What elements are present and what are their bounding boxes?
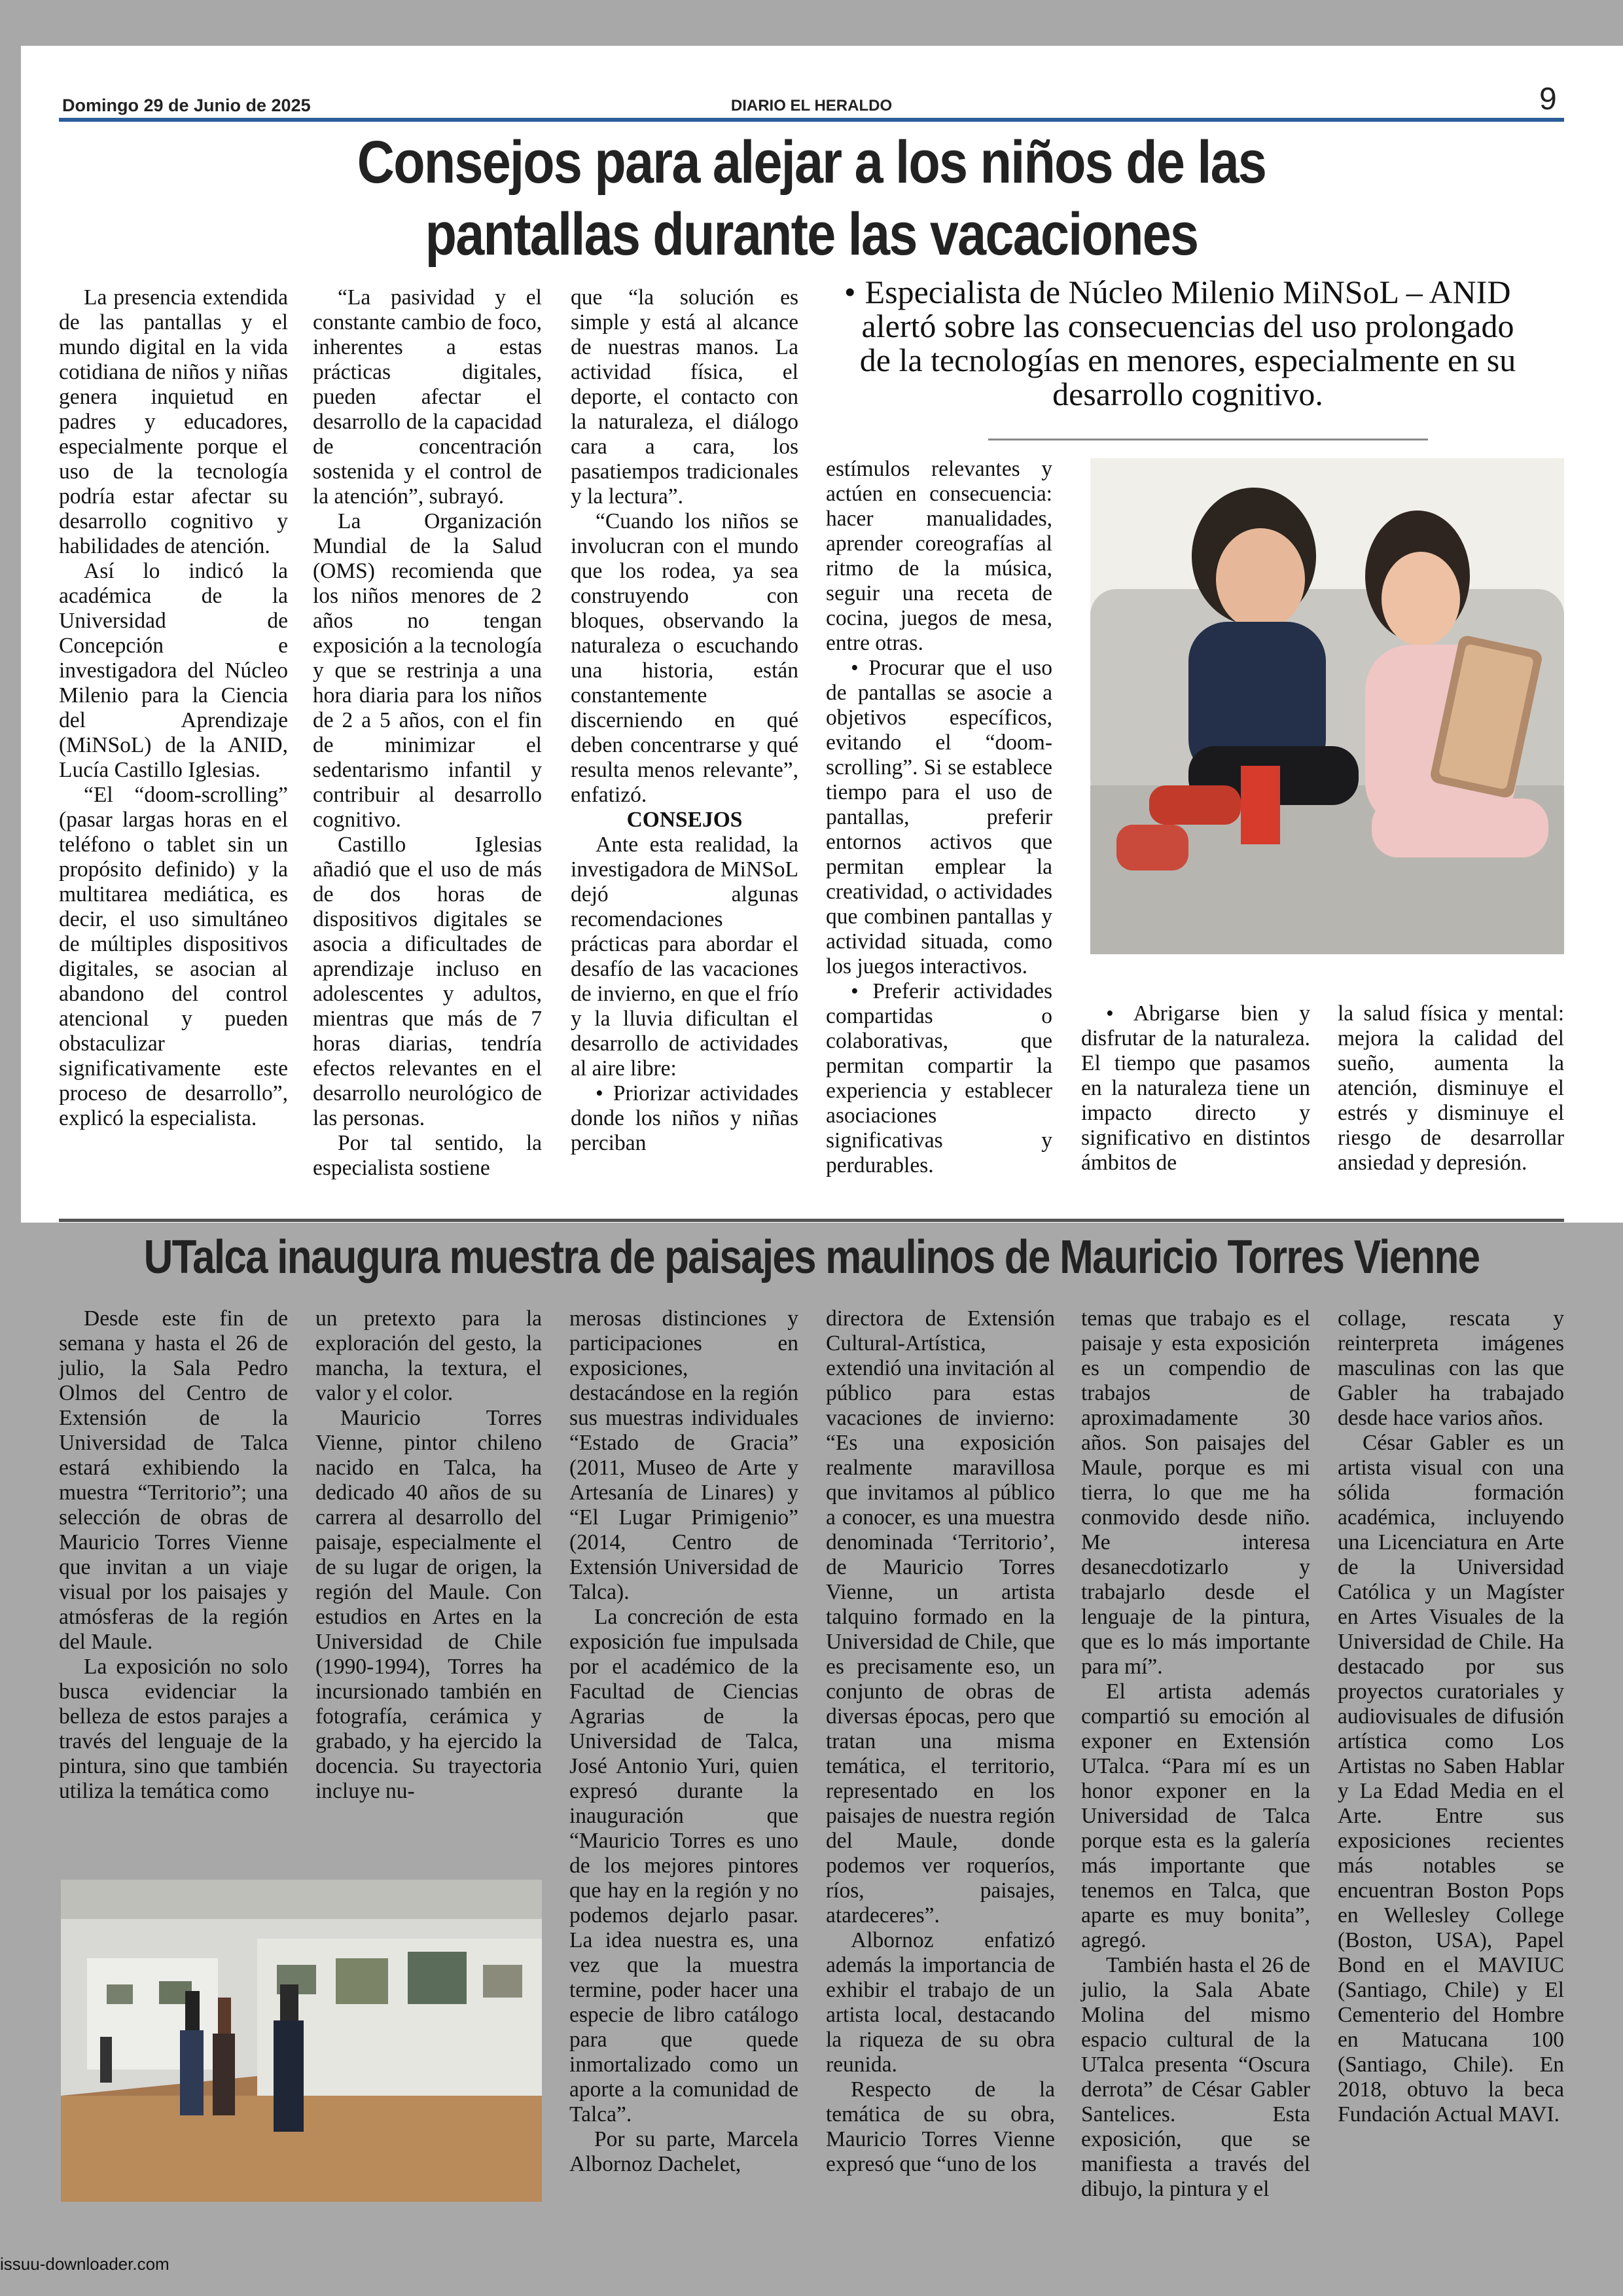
photo-gallery-exhibition bbox=[61, 1880, 542, 2202]
article2-col5 bbox=[1081, 1306, 1310, 2202]
article1-col6 bbox=[1338, 1001, 1564, 1175]
paragraph: Mauricio Torres Vienne, pintor chileno nacido en Talca, ha dedicado 40 años de su carrera al desarrollo del paisaje, especialmente el de su lugar de origen, la región del Maule. Con estudios en Artes en la Universidad de Chile (1990-1994), Torres ha incursionado también en fotografía, cerámica y grabado, y ha ejercido la docencia. Su trayectoria incluye nu- bbox=[315, 1406, 542, 1803]
paragraph: Respecto de la temática de su obra, Mauricio Torres Vienne expresó que “uno de los bbox=[826, 2077, 1055, 2176]
paragraph: “La pasividad y el constante cambio de foco, inherentes a estas prácticas digitales, pueden afectar el desarrollo de la capacidad de concentración sostenida y el control de la atención”, subrayó. bbox=[313, 285, 542, 509]
header-rule bbox=[59, 118, 1564, 122]
watermark-text: issuu-downloader.com bbox=[0, 2254, 169, 2274]
header-paper-name: DIARIO EL HERALDO bbox=[730, 97, 893, 115]
paragraph: merosas distinciones y participaciones en exposiciones, destacándose en la región sus muestras individuales “Estado de Gracia” (2011, Museo de Arte y Artesanía de Linares) y “El Lugar Primigenio” (2014, Centro de Extensión Universidad de Talca). bbox=[569, 1306, 798, 1604]
paragraph: César Gabler es un artista visual con una sólida formación académica, incluyendo una Licenciatura en Arte de la Universidad Católica y un Magíster en Artes Visuales de la Universidad de Chile. Ha destacado por sus proyectos curatoriales y audiovisuales de difusión artística como Los Artistas no Saben Hablar y La Edad Media en el Arte. Entre sus exposiciones recientes más notables se encuentran Boston Pops en Wellesley College (Boston, USA), Papel Bond en el MAVIUC (Santiago, Chile) y El Cementerio del Hombre en Matucana 100 (Santiago, Chile). En 2018, obtuvo la beca Fundación Actual MAVI. bbox=[1338, 1431, 1564, 2126]
page-number: 9 bbox=[1539, 82, 1557, 117]
paragraph: La Organización Mundial de la Salud (OMS) recomienda que los niños menores de 2 años no tengan exposición a la tecnología y que se restrinja a una hora diaria para los niños de 2 a 5 años, con el fin de minimizar el sedentarismo infantil y contribuir al desarrollo cognitivo. bbox=[313, 509, 542, 832]
paragraph: collage, rescata y reinterpreta imágenes masculinas con las que Gabler ha trabajado desde hace varios años. bbox=[1338, 1306, 1564, 1430]
paragraph: “Cuando los niños se involucran con el mundo que los rodea, ya sea construyendo con bloques, observando la naturaleza o escuchando una historia, están constantemente discerniendo en qué deben concentrarse y qué resulta menos relevante”, enfatizó. bbox=[571, 509, 798, 807]
paragraph: que “la solución es simple y está al alcance de nuestras manos. La actividad física, el deporte, el contacto con la naturaleza, el diálogo cara a cara, los pasatiempos tradicionales y la lectura”. bbox=[571, 285, 798, 509]
paragraph: la salud física y mental: mejora la calidad del sueño, aumenta la atención, disminuye el estrés y disminuye el riesgo de desarrollar ansiedad y depresión. bbox=[1338, 1001, 1564, 1175]
article1-col4 bbox=[826, 457, 1052, 1178]
article1-headline-line1: Consejos para alejar a los niños de las bbox=[357, 129, 1266, 196]
subtitle-text: Especialista de Núcleo Milenio MiNSoL – ANID alertó sobre las consecuencias del uso prolongado de la tecnologías en menores, especialmente en su desarrollo cognitivo. bbox=[859, 274, 1516, 412]
article2-col3 bbox=[569, 1306, 798, 2177]
header-date: Domingo 29 de Junio de 2025 bbox=[62, 96, 311, 115]
paragraph: Castillo Iglesias añadió que el uso de más de dos horas de dispositivos digitales se asocia a dificultades de aprendizaje incluso en adolescentes y adultos, mientras que más de 7 horas diarias, tendría efectos relevantes en el desarrollo neurológico de las personas. bbox=[313, 833, 542, 1130]
subtitle-bullet-icon: • bbox=[844, 274, 856, 310]
article1-col2 bbox=[313, 285, 542, 1181]
paragraph: “El “doom-scrolling” (pasar largas horas en el teléfono o tablet sin un propósito definido) y la multitarea mediática, es decir, el uso simultáneo de múltiples dispositivos digitales, se asocian al abandono del control atencional y pueden obstaculizar significativamente este proceso de desarrollo”, explicó la especialista. bbox=[59, 783, 288, 1130]
article2-col6 bbox=[1338, 1306, 1564, 2127]
paragraph: Ante esta realidad, la investigadora de MiNSoL dejó algunas recomendaciones prácticas para abordar el desafío de las vacaciones de invierno, en que el frío y la lluvia dificultan el desarrollo de actividades al aire libre: bbox=[571, 833, 798, 1081]
paragraph: directora de Extensión Cultural-Artística, extendió una invitación al público para estas vacaciones de invierno: “Es una exposición realmente maravillosa que invitamos al público a conocer, es una muestra denominada ‘Territorio’, de Mauricio Torres Vienne, un artista talquino formado en la Universidad de Chile, que es precisamente eso, un conjunto de obras de diversas épocas, pero que tratan una misma temática, el territorio, representado en los paisajes de nuestra región del Maule, donde podemos ver roqueríos, ríos, paisajes, atardeceres”. bbox=[826, 1306, 1055, 1928]
article2-col1 bbox=[59, 1306, 288, 1804]
paragraph: Albornoz enfatizó además la importancia de exhibir el trabajo de un artista local, destacando la riqueza de su obra reunida. bbox=[826, 1928, 1055, 2077]
paragraph: La concreción de esta exposición fue impulsada por el académico de la Facultad de Ciencias Agrarias de la Universidad de Talca, José Antonio Yuri, quien expresó durante la inauguración que “Mauricio Torres es uno de los mejores pintores que hay en la región y no podemos dejarlo pasar. La idea nuestra es, una vez que la muestra termine, poder hacer una especie de libro catálogo para que quede inmortalizado como un aporte a la comunidad de Talca”. bbox=[569, 1605, 798, 2126]
paragraph: • Abrigarse bien y disfrutar de la naturaleza. El tiempo que pasamos en la naturaleza tiene un impacto directo y significativo en distintos ámbitos de bbox=[1081, 1001, 1310, 1175]
consejos-heading: CONSEJOS bbox=[626, 808, 743, 832]
subtitle-rule bbox=[988, 439, 1428, 440]
paragraph: temas que trabajo es el paisaje y esta exposición es un compendio de trabajos de aproximadamente 30 años. Son paisajes del Maule, porque es mi tierra, lo que me ha conmovido desde niño. Me interesa desanecdotizarlo y trabajarlo desde el lenguaje de la pintura, que es lo más importante para mí”. bbox=[1081, 1306, 1310, 1679]
paragraph: Desde este fin de semana y hasta el 26 de julio, la Sala Pedro Olmos del Centro de Extensión de la Universidad de Talca estará exhibiendo la muestra “Territorio”; una selección de obras de Mauricio Torres Vienne que invitan a un viaje visual por los paisajes y atmósferas de la región del Maule. bbox=[59, 1306, 288, 1654]
article2-headline: UTalca inaugura muestra de paisajes maulinos de Mauricio Torres Vienne bbox=[143, 1231, 1480, 1283]
paragraph: La presencia extendida de las pantallas y el mundo digital en la vida cotidiana de niños y niñas genera inquietud en padres y educadores, especialmente porque el uso de la tecnología podría estar afectar su desarrollo cognitivo y habilidades de atención. bbox=[59, 285, 288, 558]
article2-col4 bbox=[826, 1306, 1055, 2177]
paragraph: La exposición no solo busca evidenciar la belleza de estos parajes a través del lenguaje de la pintura, sino que también utiliza la temática como bbox=[59, 1655, 288, 1803]
paragraph: estímulos relevantes y actúen en consecuencia: hacer manualidades, aprender coreografías al ritmo de la música, seguir una receta de cocina, juegos de mesa, entre otras. bbox=[826, 457, 1052, 655]
paragraph: • Preferir actividades compartidas o colaborativas, que permitan compartir la experiencia y establecer asociaciones significativas y perdurables. bbox=[826, 979, 1052, 1177]
paragraph: El artista además compartió su emoción al exponer en Extensión UTalca. “Para mí es un honor exponer en la Universidad de Talca porque esta es la galería más importante que tenemos en Talca, que aparte es muy bonita”, agregó. bbox=[1081, 1679, 1310, 1952]
section-separator bbox=[59, 1219, 1564, 1222]
paragraph: Así lo indicó la académica de la Universidad de Concepción e investigadora del Núcleo Milenio para la Ciencia del Aprendizaje (MiNSoL) de la ANID, Lucía Castillo Iglesias. bbox=[59, 559, 288, 782]
paragraph: • Priorizar actividades donde los niños y niñas perciban bbox=[571, 1081, 798, 1155]
paragraph: También hasta el 26 de julio, la Sala Abate Molina del mismo espacio cultural de la UTalca presenta “Oscura derrota” de César Gabler Santelices. Esta exposición, que se manifiesta a través del dibujo, la pintura y el bbox=[1081, 1953, 1310, 2201]
article1-col5 bbox=[1081, 1001, 1310, 1175]
paragraph: Por su parte, Marcela Albornoz Dachelet, bbox=[569, 2127, 798, 2176]
article1-col3 bbox=[571, 285, 798, 1156]
photo-children-tablet bbox=[1090, 458, 1564, 954]
article1-headline-line2: pantallas durante las vacaciones bbox=[425, 201, 1198, 268]
article1-subtitle bbox=[844, 275, 1531, 411]
paragraph: • Procurar que el uso de pantallas se asocie a objetivos específicos, evitando el “doom-scrolling”. Si se establece tiempo para el uso de pantallas, preferir entornos activos que permitan emplear la creatividad, o actividades que combinen pantallas y actividad situada, como los juegos interactivos. bbox=[826, 656, 1052, 978]
paragraph: Por tal sentido, la especialista sostiene bbox=[313, 1131, 542, 1180]
paragraph: un pretexto para la exploración del gesto, la mancha, la textura, el valor y el color. bbox=[315, 1306, 542, 1405]
article2-col2 bbox=[315, 1306, 542, 1804]
article1-col1 bbox=[59, 285, 288, 1131]
